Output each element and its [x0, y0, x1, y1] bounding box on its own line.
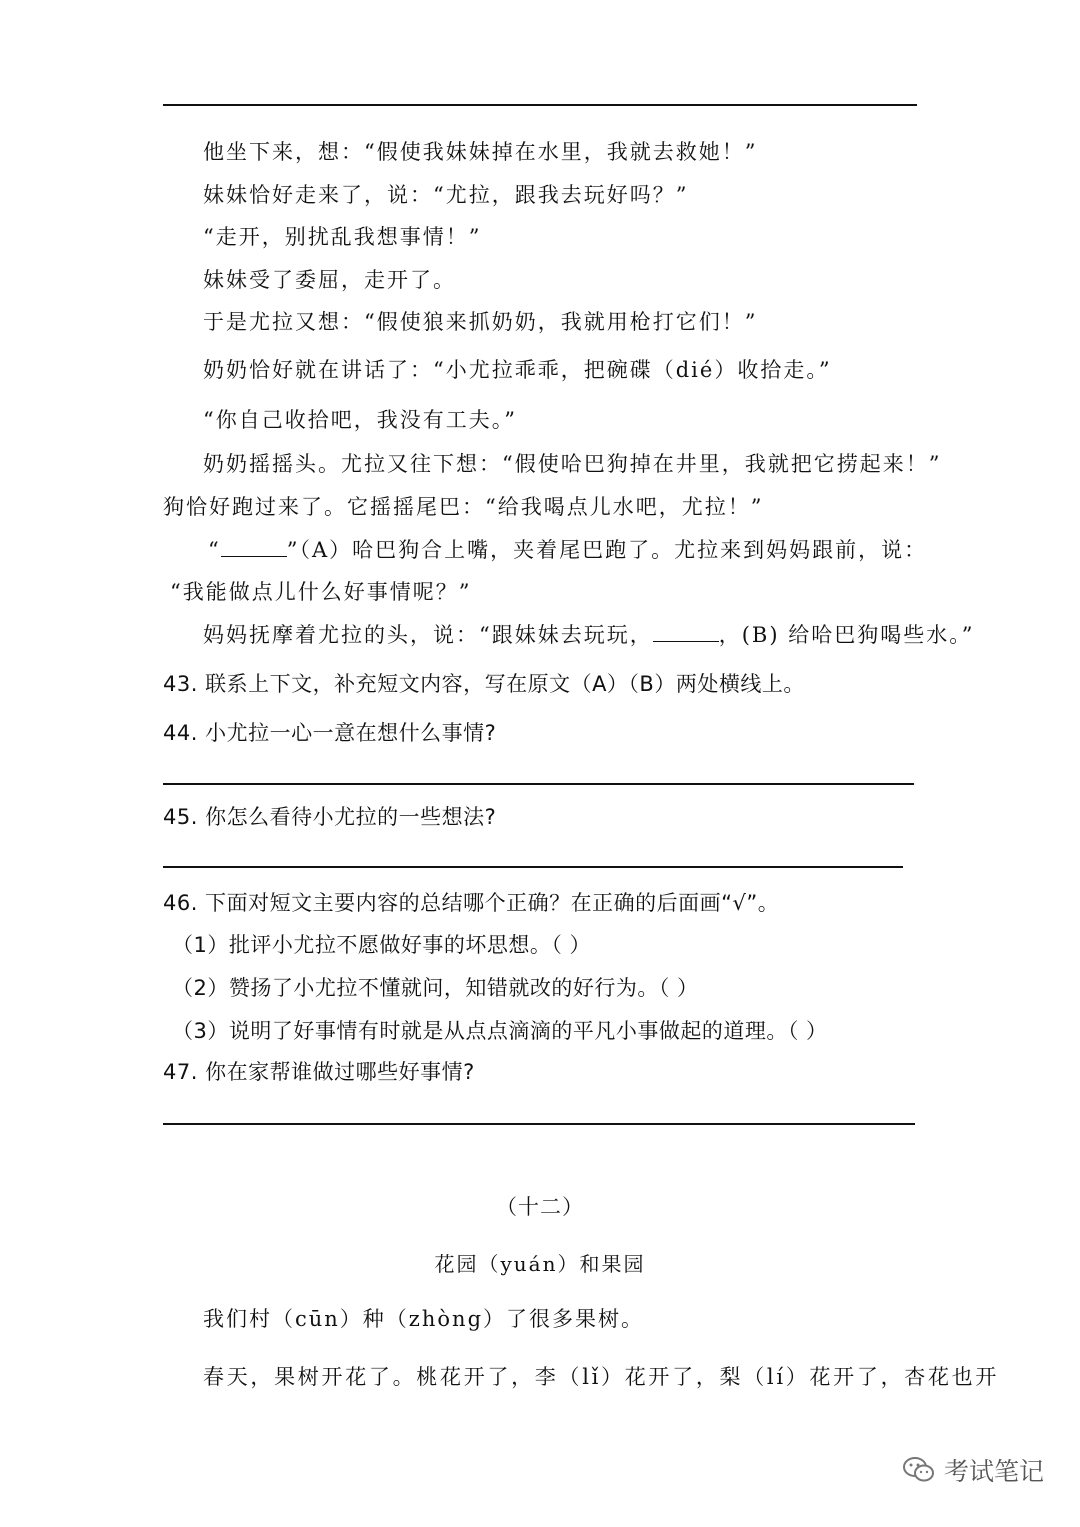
passage-line-10	[203, 621, 974, 649]
wechat-icon	[902, 1455, 936, 1485]
answer-line-47[interactable]	[163, 1123, 915, 1125]
section-line-1: 我们村（cūn）种（zhòng）了很多果树。	[203, 1307, 645, 1331]
section-line-2: 春天，果树开花了。桃花开了，李（lǐ）花开了，梨（lí）花开了，杏花也开	[203, 1365, 1000, 1389]
top-rule	[163, 104, 917, 106]
passage-line-7: “你自己收拾吧，我没有工夫。”	[203, 408, 517, 432]
passage-line-8b: 狗恰好跑过来了。它摇摇尾巴：“给我喝点儿水吧，尤拉！”	[163, 495, 764, 519]
open-quote: “	[208, 538, 221, 562]
passage-line-9-rest: ”（A）哈巴狗合上嘴，夹着尾巴跑了。尤拉来到妈妈跟前，说：	[286, 538, 928, 562]
watermark	[902, 1452, 1044, 1488]
passage-line-4: 妹妹受了委屈，走开了。	[203, 268, 456, 292]
passage-line-5: 于是尤拉又想：“假使狼来抓奶奶，我就用枪打它们！”	[203, 310, 758, 334]
option-46-2[interactable]: （2）赞扬了小尤拉不懂就问，知错就改的好行为。（ ）	[172, 976, 699, 1000]
question-47: 47. 你在家帮谁做过哪些好事情?	[163, 1060, 475, 1084]
passage-line-9b: “我能做点儿什么好事情呢？”	[170, 580, 472, 604]
option-46-1[interactable]: （1）批评小尤拉不愿做好事的坏思想。（ ）	[172, 933, 592, 957]
question-43: 43. 联系上下文，补充短文内容，写在原文（A）（B）两处横线上。	[163, 672, 805, 696]
passage-line-2: 妹妹恰好走来了，说：“尤拉，跟我去玩好吗？”	[203, 183, 689, 207]
passage-line-10-b: ，(B) 给哈巴狗喝些水。”	[718, 623, 975, 647]
option-46-3[interactable]: （3）说明了好事情有时就是从点点滴滴的平凡小事做起的道理。（ ）	[172, 1019, 828, 1043]
watermark-text: 考试笔记	[943, 1457, 1044, 1486]
question-45: 45. 你怎么看待小尤拉的一些想法?	[163, 805, 497, 829]
blank-a[interactable]	[221, 538, 287, 557]
passage-line-1: 他坐下来，想：“假使我妹妹掉在水里，我就去救她！”	[203, 140, 758, 164]
section-title: 花园（yuán）和果园	[434, 1252, 646, 1276]
question-44: 44. 小尤拉一心一意在想什么事情?	[163, 721, 497, 745]
passage-line-9a	[208, 536, 927, 564]
section-number: （十二）	[496, 1195, 584, 1219]
blank-b[interactable]	[653, 623, 719, 642]
passage-line-10-a: 妈妈抚摩着尤拉的头，说：“跟妹妹去玩玩，	[203, 623, 653, 647]
passage-line-6: 奶奶恰好就在讲话了：“小尤拉乖乖，把碗碟（dié）收拾走。”	[203, 358, 832, 382]
answer-line-44[interactable]	[163, 783, 914, 785]
answer-line-45[interactable]	[163, 866, 903, 868]
question-46: 46. 下面对短文主要内容的总结哪个正确？在正确的后面画“√”。	[163, 891, 780, 915]
passage-line-3: “走开，别扰乱我想事情！”	[203, 225, 482, 249]
passage-line-8a: 奶奶摇摇头。尤拉又往下想：“假使哈巴狗掉在井里，我就把它捞起来！”	[203, 452, 942, 476]
